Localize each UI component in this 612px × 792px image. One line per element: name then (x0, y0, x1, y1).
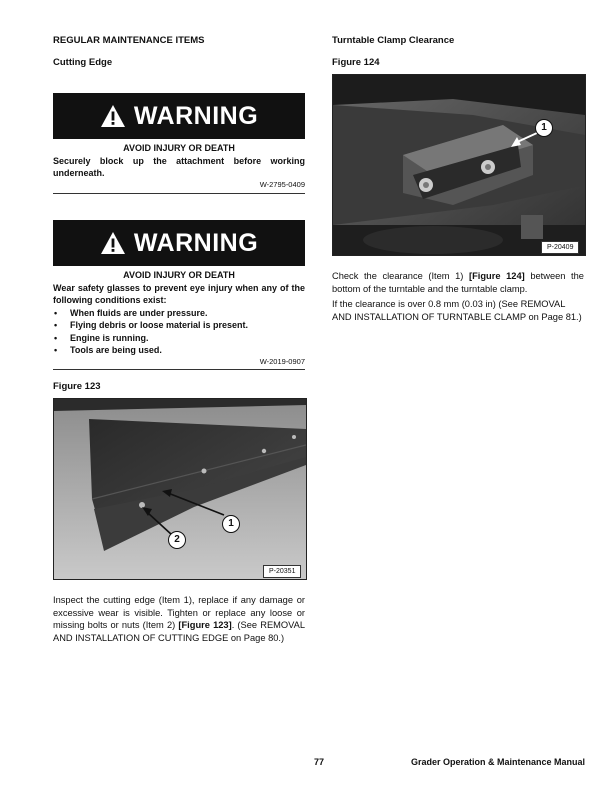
cutting-edge-paragraph (53, 594, 305, 644)
warning-body: Securely block up the attachment before working underneath. (53, 156, 305, 178)
callout-1: 1 (222, 515, 240, 533)
figure-photo (53, 398, 307, 580)
paragraph-text: Inspect the cutting edge (Item 1), replace if any damage or excessive wear is visible. Tighten or replace any loose or missing bolts or nuts (Item 2) (53, 595, 305, 631)
figure-ref: [Figure 124] (469, 271, 525, 281)
divider (53, 369, 305, 370)
paragraph-text: Check the clearance (Item 1) (332, 271, 464, 281)
figure-title: Figure 124 (332, 57, 380, 68)
warning-banner (53, 220, 305, 266)
photo-code: P-20409 (541, 241, 579, 254)
clearance-limit-paragraph: If the clearance is over 0.8 mm (0.03 in) (See REMOVAL AND INSTALLATION OF TURNTABLE CLAMP on Page 81.) (332, 299, 582, 322)
warning-title: AVOID INJURY OR DEATH (123, 270, 235, 280)
divider (53, 193, 305, 194)
manual-title: Grader Operation & Maintenance Manual (411, 757, 586, 767)
paragraph-text: between the bottom of the turntable and the turntable clamp. (332, 271, 584, 294)
warning-body: Wear safety glasses to prevent eye injury when any of the following conditions exist: (53, 283, 305, 305)
section-title: Turntable Clamp Clearance (332, 35, 455, 46)
warning-banner-label: WARNING (133, 228, 259, 257)
callout-1: 1 (535, 119, 553, 137)
warning-triangle-icon (100, 231, 126, 255)
figure-ref: [Figure 123] (178, 620, 232, 631)
warning-triangle-icon (100, 104, 126, 128)
warning-code: W-2019-0907 (259, 357, 305, 366)
warning-banner (53, 93, 305, 139)
section-title: REGULAR MAINTENANCE ITEMS (53, 35, 205, 46)
warning-list (53, 307, 305, 356)
warning-title: AVOID INJURY OR DEATH (123, 143, 235, 153)
warning-code: W-2795-0409 (259, 180, 305, 189)
figure-photo (332, 74, 586, 256)
callout-2: 2 (168, 531, 186, 549)
list-item: • When fluids are under pressure. (53, 307, 305, 319)
list-item: • Flying debris or loose material is present. (53, 319, 305, 331)
photo-code: P-20351 (263, 565, 301, 578)
list-item: • Tools are being used. (53, 344, 305, 356)
clearance-paragraph (332, 270, 584, 295)
cutting-edge-photo (54, 399, 306, 579)
figure-title: Figure 123 (53, 381, 101, 392)
warning-banner-label: WARNING (133, 101, 259, 130)
subsection-title: Cutting Edge (53, 57, 113, 68)
list-item: • Engine is running. (53, 332, 305, 344)
turntable-clamp-photo (333, 75, 585, 255)
page-number: 77 (314, 757, 325, 767)
paragraph-text: . (See REMOVAL AND INSTALLATION OF CUTTING EDGE on Page 80.) (53, 620, 305, 643)
